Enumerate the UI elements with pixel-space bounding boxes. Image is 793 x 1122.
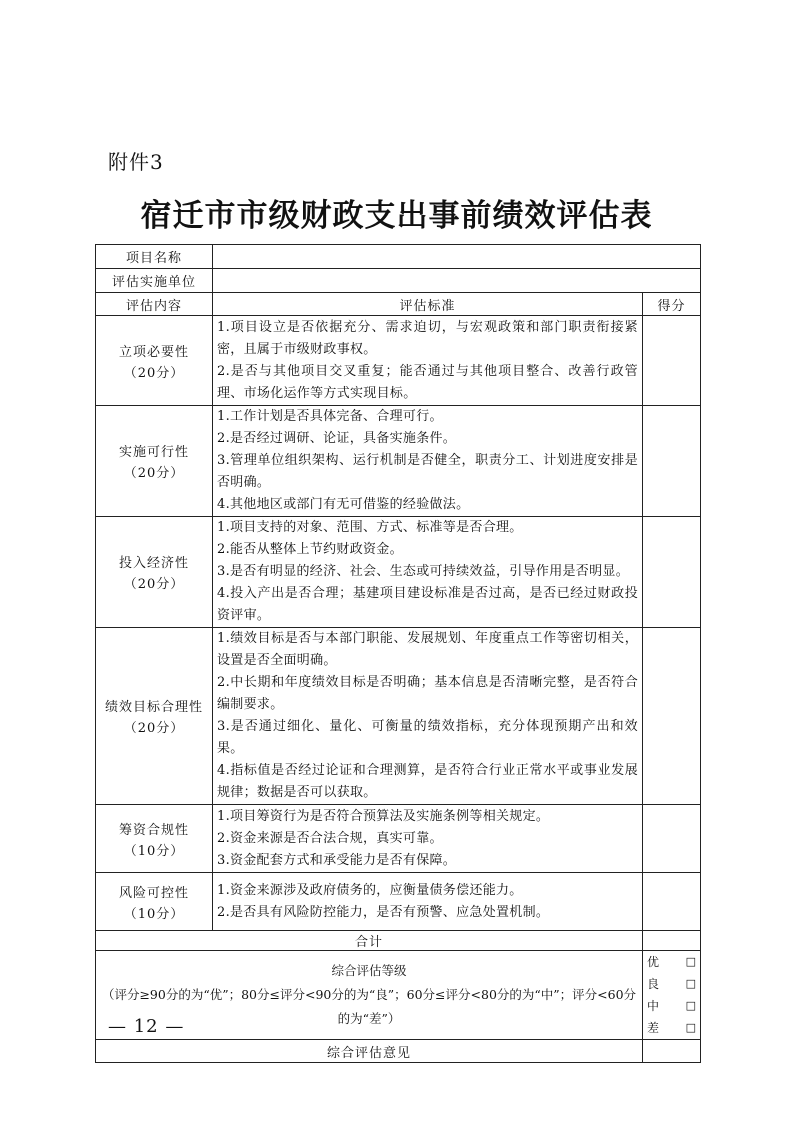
section-title: 投入经济性 — [118, 556, 189, 571]
project-name-value[interactable] — [213, 245, 701, 269]
checkbox-icon[interactable]: □ — [685, 999, 696, 1012]
grade-options — [643, 951, 701, 1040]
total-score-cell[interactable] — [643, 931, 701, 951]
section-title: 实施可行性 — [118, 445, 189, 460]
criterion: 3.资金配套方式和承受能力是否有保障。 — [217, 852, 457, 868]
grade-option[interactable] — [647, 951, 696, 973]
criterion: 3.是否有明显的经济、社会、生态或可持续效益，引导作用是否明显。 — [217, 564, 630, 579]
page-number: — 12 — — [108, 1016, 185, 1037]
col-header-content: 评估内容 — [96, 293, 213, 316]
grade-option[interactable] — [647, 995, 696, 1017]
col-header-criteria: 评估标准 — [213, 293, 643, 316]
criterion: 2.中长期和年度绩效目标是否明确；基本信息是否清晰完整，是否符合编制要求。 — [217, 675, 638, 712]
section-points: （20分） — [123, 577, 185, 592]
total-label: 合计 — [96, 931, 643, 951]
criterion: 1.工作计划是否具体完备、合理可行。 — [217, 409, 443, 424]
evaluation-table — [95, 244, 701, 1063]
criterion: 2.能否从整体上节约财政资金。 — [217, 542, 403, 557]
section-name — [96, 406, 213, 517]
criterion: 4.其他地区或部门有无可借鉴的经验做法。 — [217, 497, 470, 512]
section-points: （20分） — [123, 721, 185, 736]
checkbox-icon[interactable]: □ — [685, 1021, 696, 1034]
score-cell[interactable] — [643, 805, 701, 873]
criterion: 2.是否具有风险防控能力，是否有预警、应急处置机制。 — [217, 904, 550, 920]
score-cell[interactable] — [643, 406, 701, 517]
grade-label: 良 — [647, 977, 660, 991]
checkbox-icon[interactable]: □ — [685, 977, 696, 990]
section-points: （20分） — [123, 466, 185, 481]
unit-label: 评估实施单位 — [96, 269, 213, 293]
section-points: （20分） — [123, 365, 185, 381]
section-criteria — [213, 873, 643, 931]
score-cell[interactable] — [643, 517, 701, 628]
score-cell[interactable] — [643, 873, 701, 931]
criterion: 1.项目支持的对象、范围、方式、标准等是否合理。 — [217, 520, 523, 535]
checkbox-icon[interactable]: □ — [685, 955, 696, 968]
section-points: （10分） — [123, 906, 185, 922]
grade-label: 中 — [647, 999, 660, 1013]
col-header-score: 得分 — [643, 293, 701, 316]
section-criteria — [213, 628, 643, 805]
section-criteria — [213, 316, 643, 406]
section-name — [96, 805, 213, 873]
section-name — [96, 316, 213, 406]
section-title: 绩效目标合理性 — [104, 700, 203, 715]
section-row — [96, 628, 701, 805]
grade-option[interactable] — [647, 1017, 696, 1039]
grade-label: 差 — [647, 1021, 660, 1035]
criterion: 3.是否通过细化、量化、可衡量的绩效指标，充分体现预期产出和效果。 — [217, 719, 638, 756]
section-row — [96, 517, 701, 628]
overall-grade-rule: （评分≥90分的为“优”；80分≤评分<90分的为“良”；60分≤评分<80分的为“中”；评分<60分的为“差”） — [101, 987, 637, 1026]
section-criteria — [213, 517, 643, 628]
criterion: 2.是否经过调研、论证，具备实施条件。 — [217, 431, 457, 446]
score-cell[interactable] — [643, 628, 701, 805]
criterion: 1.项目设立是否依据充分、需求迫切，与宏观政策和部门职责衔接紧密，且属于市级财政事权。 — [217, 319, 638, 357]
criterion: 2.是否与其他项目交叉重复；能否通过与其他项目整合、改善行政管理、市场化运作等方式实现目标。 — [217, 363, 638, 401]
page-title: 宿迁市市级财政支出事前绩效评估表 — [140, 198, 653, 234]
criterion: 3.管理单位组织架构、运行机制是否健全，职责分工、计划进度安排是否明确。 — [217, 453, 638, 490]
score-cell[interactable] — [643, 316, 701, 406]
project-name-label: 项目名称 — [96, 245, 213, 269]
attachment-label: 附件3 — [108, 150, 164, 174]
section-name — [96, 873, 213, 931]
section-title: 风险可控性 — [118, 885, 189, 901]
section-row — [96, 406, 701, 517]
unit-value[interactable] — [213, 269, 701, 293]
criterion: 4.投入产出是否合理；基建项目建设标准是否过高，是否已经过财政投资评审。 — [217, 586, 638, 623]
section-row — [96, 316, 701, 406]
criterion: 1.绩效目标是否与本部门职能、发展规划、年度重点工作等密切相关，设置是否全面明确。 — [217, 631, 638, 668]
section-name — [96, 628, 213, 805]
section-criteria — [213, 805, 643, 873]
criterion: 4.指标值是否经过论证和合理测算，是否符合行业正常水平或事业发展规律；数据是否可以获取。 — [217, 763, 638, 800]
section-criteria — [213, 406, 643, 517]
criterion: 1.资金来源涉及政府债务的，应衡量债务偿还能力。 — [217, 882, 523, 898]
section-name — [96, 517, 213, 628]
section-points: （10分） — [123, 843, 185, 859]
grade-option[interactable] — [647, 973, 696, 995]
section-row — [96, 805, 701, 873]
section-title: 立项必要性 — [118, 344, 189, 360]
overall-grade-label: 综合评估等级 — [331, 963, 407, 978]
section-row — [96, 873, 701, 931]
section-title: 筹资合规性 — [118, 822, 189, 838]
criterion: 2.资金来源是否合法合规，真实可靠。 — [217, 830, 443, 846]
grade-label: 优 — [647, 955, 660, 969]
overall-opinion-label: 综合评估意见 — [96, 1040, 643, 1063]
criterion: 1.项目筹资行为是否符合预算法及实施条例等相关规定。 — [217, 808, 550, 824]
overall-opinion-cell[interactable] — [643, 1040, 701, 1063]
